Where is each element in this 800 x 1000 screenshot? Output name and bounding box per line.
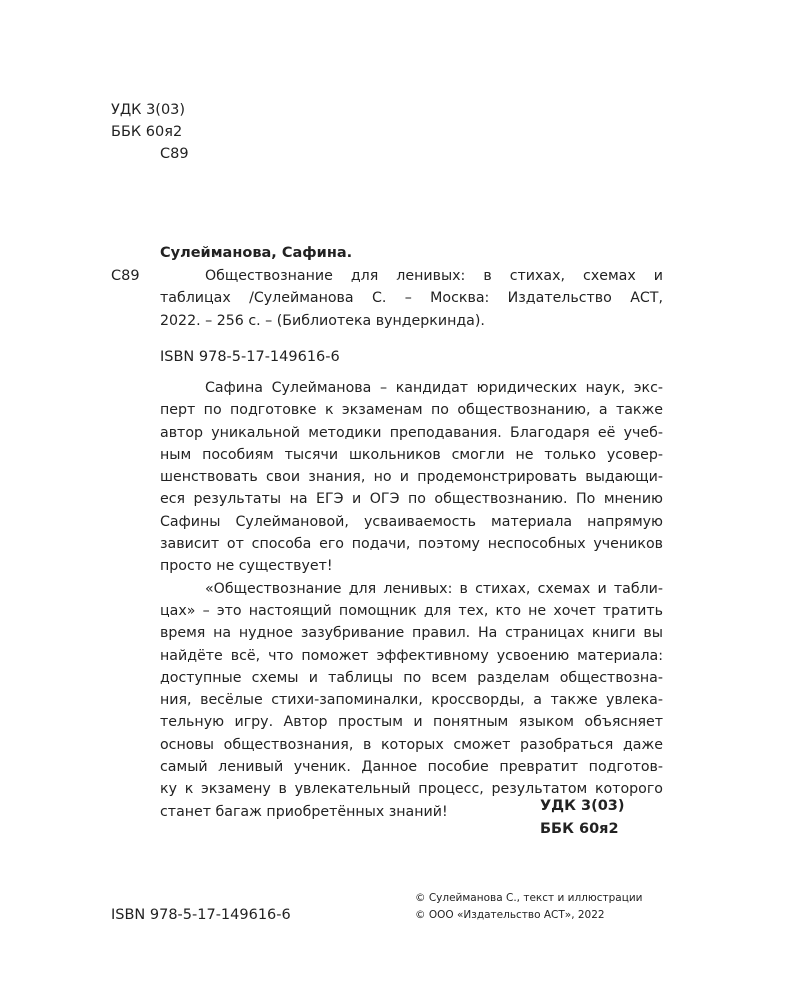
annotation-line: ным пособиям тысячи школьников смогли не только усовер- [160, 446, 663, 463]
bbk-code: ББК 60я2 [111, 124, 183, 140]
bottom-bbk-code: ББК 60я2 [540, 821, 619, 837]
annotation-line: Сафина Сулейманова – кандидат юридических наук, экс- [205, 380, 663, 396]
copyright-line: © ООО «Издательство АСТ», 2022 [415, 909, 605, 921]
annotation [160, 377, 663, 823]
annotation-line: ния, весёлые стихи-запоминалки, кроссворды, а также увлека- [160, 692, 663, 709]
annotation-line: самый ленивый ученик. Данное пособие превратит подготов- [160, 759, 663, 776]
bib-description [160, 265, 663, 332]
annotation-line: время на нудное зазубривание правил. На страницах книги вы [160, 625, 663, 642]
annotation-line: ку к экзамену в увлекательный процесс, результатом которого [160, 781, 663, 798]
bib-line: 2022. – 256 с. – (Библиотека вундеркинда). [160, 312, 485, 329]
annotation-line: шенствовать свои знания, но и продемонстрировать выдающи- [160, 469, 663, 486]
bottom-udk-code: УДК 3(03) [540, 798, 625, 814]
bib-isbn: ISBN 978-5-17-149616-6 [160, 349, 340, 365]
annotation-line: станет багаж приобретённых знаний! [160, 803, 448, 820]
annotation-line: найдёте всё, что поможет эффективному усвоению материала: [160, 647, 663, 664]
annotation-line: зависит от способа его подачи, поэтому неспособных учеников [160, 536, 663, 553]
annotation-line: еся результаты на ЕГЭ и ОГЭ по обществознанию. По мнению [160, 491, 663, 508]
bib-author: Сулейманова, Сафина. [160, 245, 353, 261]
annotation-line: Сафины Сулеймановой, усваиваемость материала напрямую [160, 513, 663, 530]
bib-line: Обществознание для ленивых: в стихах, схемах и [205, 268, 663, 284]
author-mark: С89 [160, 146, 189, 162]
udk-code: УДК 3(03) [111, 102, 186, 118]
annotation-line: основы обществознания, в которых сможет разобраться даже [160, 736, 663, 753]
annotation-line: цах» – это настоящий помощник для тех, кто не хочет тратить [160, 602, 663, 619]
annotation-line: перт по подготовке к экзаменам по обществознанию, а также [160, 402, 663, 419]
annotation-line: автор уникальной методики преподавания. Благодаря её учеб- [160, 424, 663, 441]
annotation-line: просто не существует! [160, 558, 333, 575]
footer-isbn: ISBN 978-5-17-149616-6 [111, 907, 291, 923]
bib-mark: С89 [111, 268, 140, 284]
bib-line: таблицах /Сулейманова С. – Москва: Издательство АСТ, [160, 290, 663, 307]
annotation-line: доступные схемы и таблицы по всем разделам обществозна- [160, 669, 663, 686]
annotation-line: тельную игру. Автор простым и понятным языком объясняет [160, 714, 663, 731]
annotation-line: «Обществознание для ленивых: в стихах, схемах и табли- [205, 580, 663, 597]
copyright-line: © Сулейманова С., текст и иллюстрации [415, 892, 643, 904]
